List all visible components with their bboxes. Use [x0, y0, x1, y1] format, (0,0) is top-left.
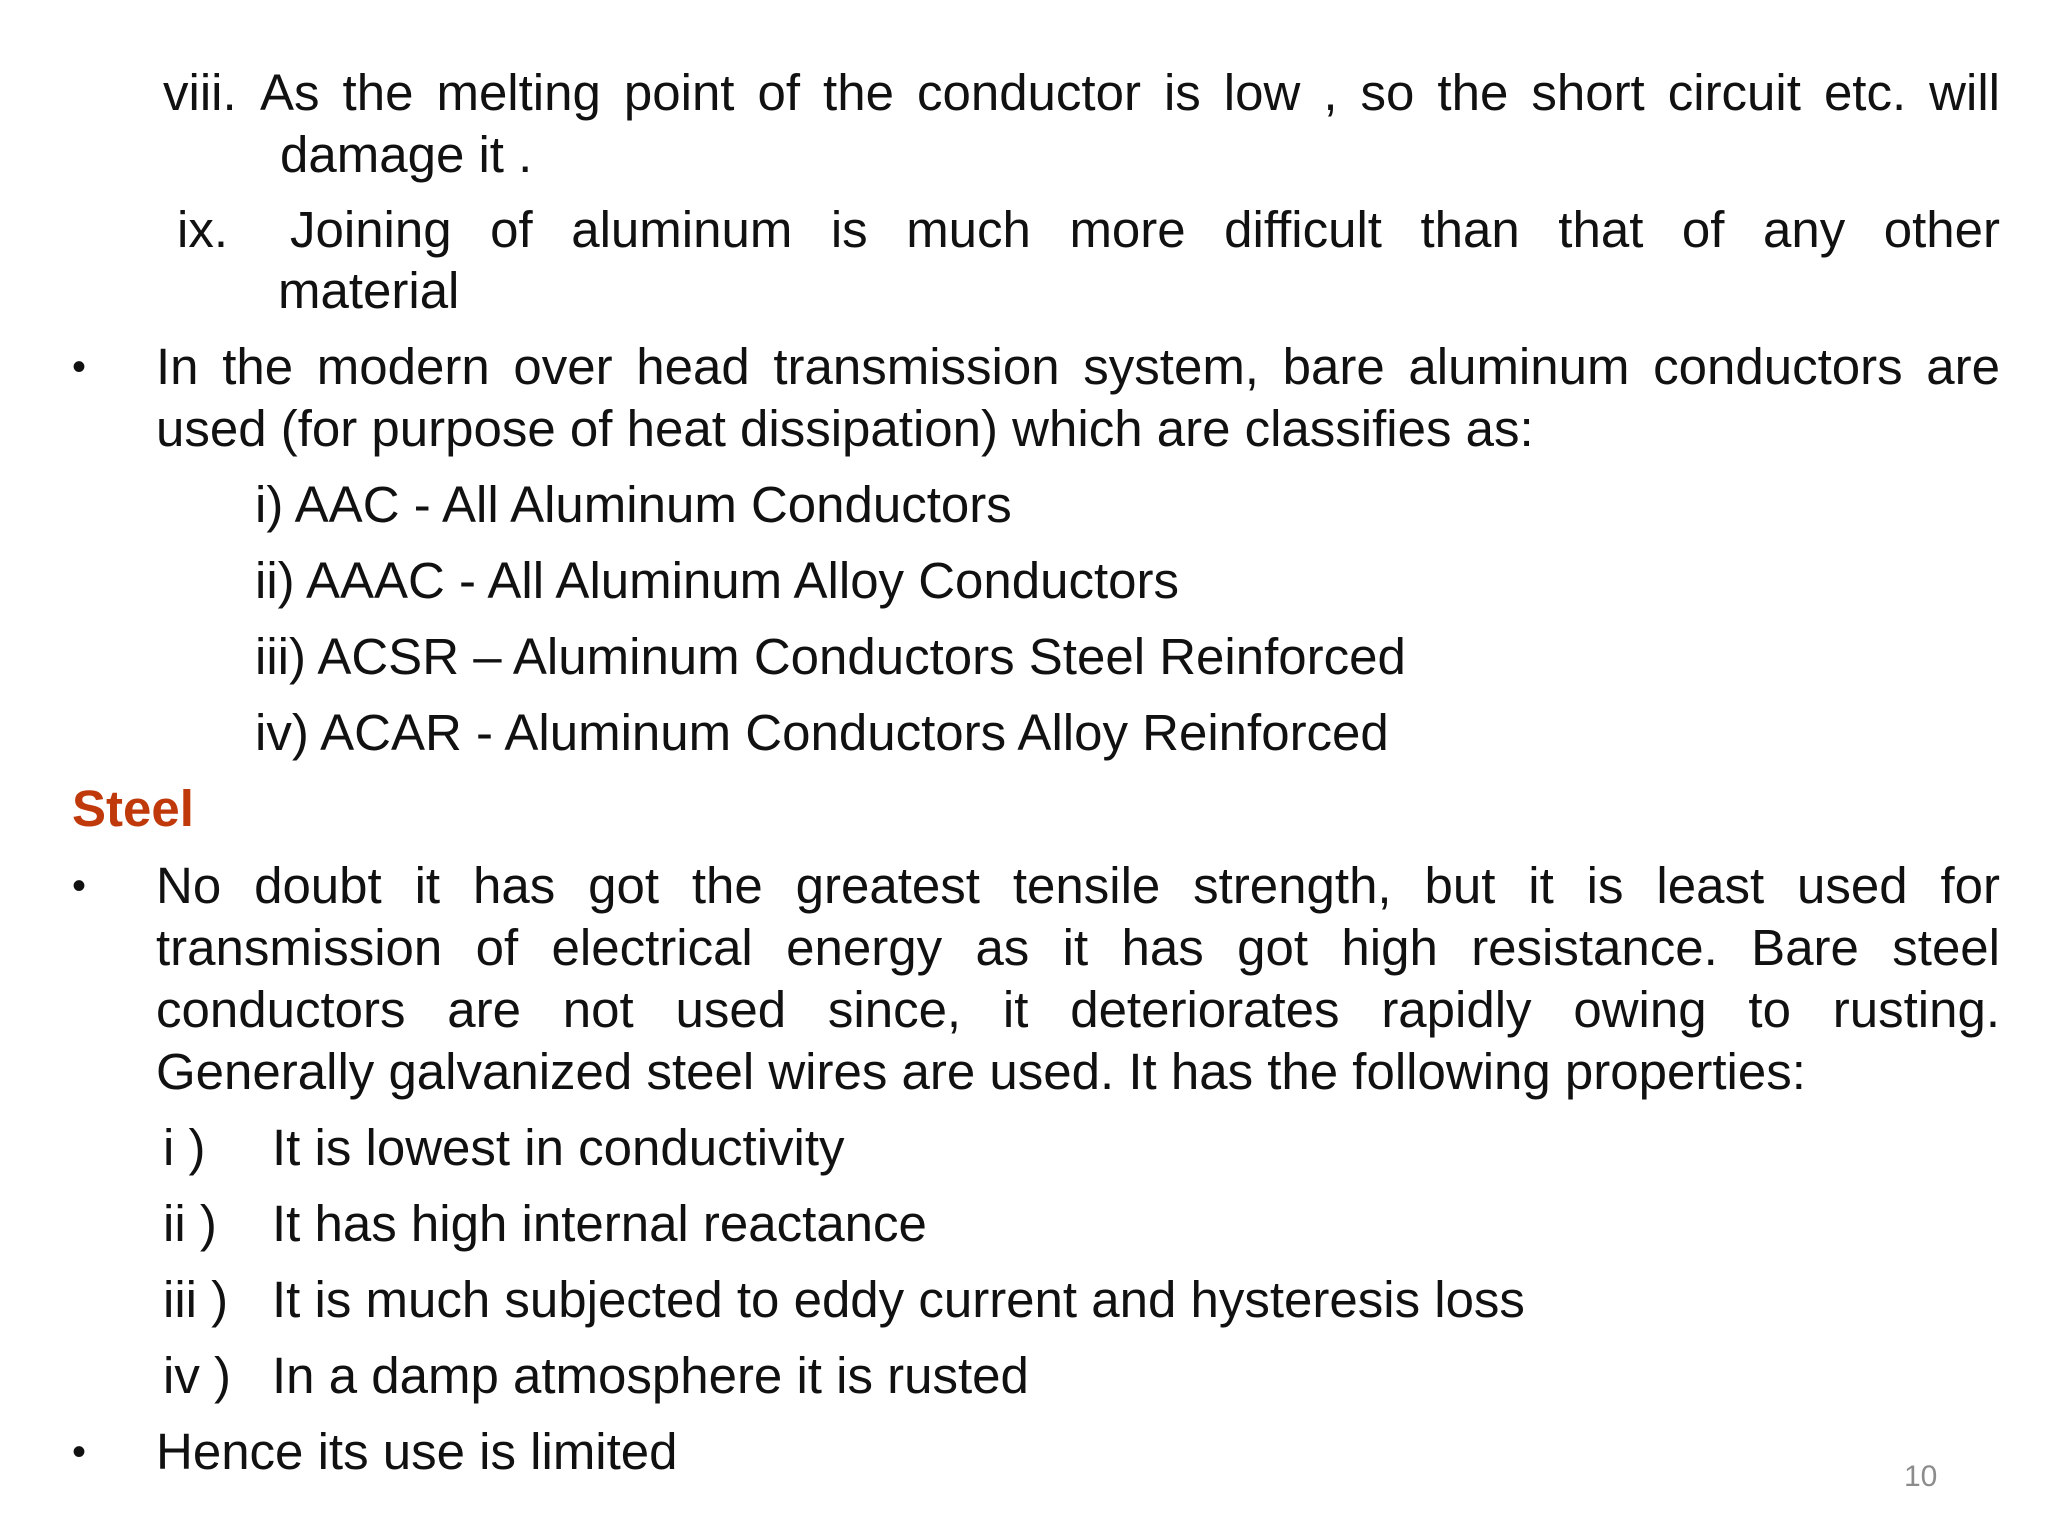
list-number-ix: ix. [177, 201, 228, 258]
list-item-viii-line2: damage it . [280, 126, 533, 183]
final-bullet-text: Hence its use is limited [156, 1423, 678, 1480]
steel-property-number-1: i ) [163, 1119, 206, 1176]
list-item-viii-line1: As the melting point of the conductor is low , so the short circuit etc. will [260, 64, 2000, 121]
steel-bullet-line3: conductors are not used since, it deteriorates rapidly owing to rusting. [156, 981, 2000, 1038]
steel-property-4: In a damp atmosphere it is rusted [272, 1347, 1029, 1404]
steel-property-number-4: iv ) [163, 1347, 231, 1404]
page-number: 10 [1904, 1460, 1938, 1493]
aluminum-bullet-line2: used (for purpose of heat dissipation) which are classifies as: [156, 400, 1534, 457]
aluminum-type-aaac: ii) AAAC - All Aluminum Alloy Conductors [255, 552, 1180, 609]
steel-bullet-line4: Generally galvanized steel wires are used. It has the following properties: [156, 1043, 1806, 1100]
aluminum-type-acsr: iii) ACSR – Aluminum Conductors Steel Reinforced [255, 628, 1406, 685]
aluminum-type-aac: i) AAC - All Aluminum Conductors [255, 476, 1012, 533]
list-item-ix-line2: material [278, 262, 460, 319]
steel-property-2: It has high internal reactance [272, 1195, 927, 1252]
steel-property-number-3: iii ) [163, 1271, 229, 1328]
aluminum-bullet-line1: In the modern over head transmission system, bare aluminum conductors are [156, 338, 2000, 395]
steel-property-1: It is lowest in conductivity [272, 1119, 845, 1176]
steel-property-3: It is much subjected to eddy current and hysteresis loss [272, 1271, 1525, 1328]
bullet-icon: • [72, 864, 87, 908]
bullet-icon: • [72, 1430, 87, 1474]
bullet-icon: • [72, 345, 87, 389]
steel-property-number-2: ii ) [163, 1195, 217, 1252]
aluminum-type-acar: iv) ACAR - Aluminum Conductors Alloy Reinforced [255, 704, 1389, 761]
list-number-viii: viii. [163, 64, 237, 121]
list-item-ix-line1: Joining of aluminum is much more difficult than that of any other [290, 201, 2000, 258]
steel-bullet-line2: transmission of electrical energy as it has got high resistance. Bare steel [156, 919, 2000, 976]
steel-bullet-line1: No doubt it has got the greatest tensile strength, but it is least used for [156, 857, 2000, 914]
section-heading-steel: Steel [72, 780, 194, 837]
